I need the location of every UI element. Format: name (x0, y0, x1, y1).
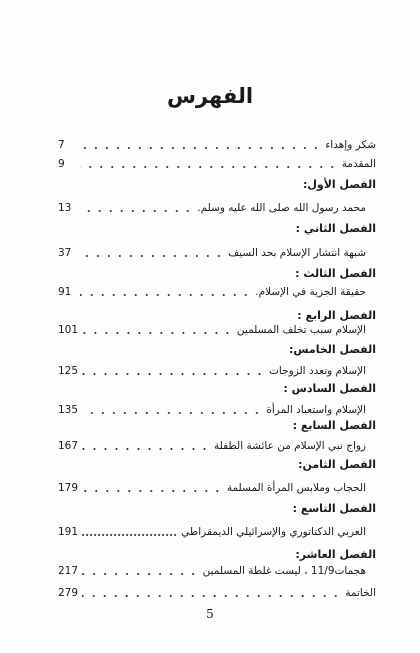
toc-chapter-heading (58, 339, 376, 357)
toc-entry-label: حقيقة الجزية في الإسلام. (255, 286, 366, 298)
toc-entry-label: الخاتمة (345, 587, 376, 599)
dot-leader (82, 534, 177, 536)
toc-entry-page: 179 (58, 482, 79, 494)
toc-chapter-heading (58, 378, 376, 396)
toc-entry (58, 560, 376, 578)
toc-entry-page: 13 (58, 202, 72, 214)
toc-entry (58, 153, 376, 171)
toc-entry-label: زواج نبي الإسلام من عائشة الطفلة (214, 440, 366, 452)
toc-entry-label: المقدمة (341, 158, 376, 170)
toc-entry-label: الإسلام وتعدد الزوجات (269, 365, 366, 377)
toc-entry (58, 281, 376, 299)
dot-leader (80, 255, 224, 257)
dot-leader (82, 490, 223, 492)
toc-entry-label: الحجاب وملابس المرأة المسلمة (226, 482, 366, 494)
toc-entry (58, 435, 376, 453)
toc-entry-label: هجمات11/9 ، ليست غلطة المسلمين (202, 565, 366, 577)
toc-chapter-heading (58, 415, 376, 433)
toc-entry-label: الفصل الثامن: (298, 458, 376, 471)
toc-entry-page: 135 (58, 404, 79, 416)
toc-entry-page: 279 (58, 587, 79, 599)
dot-leader (82, 573, 199, 575)
toc-entry (58, 197, 376, 215)
toc-entry-label: محمد رسول الله صلى الله عليه وسلم. (197, 202, 366, 214)
toc-entry (58, 242, 376, 260)
toc-entry-label: الإسلام واستعباد المرأة (266, 404, 366, 416)
toc-chapter-heading (58, 174, 376, 192)
toc-entry-label: شكر وإهداء (325, 139, 376, 151)
toc-entry (58, 477, 376, 495)
toc-entry-label: الفصل التاسع : (292, 502, 376, 515)
toc-entry-label: الفصل الخامس: (288, 343, 376, 356)
dot-leader (82, 448, 210, 450)
dot-leader (80, 147, 321, 149)
toc-entry (58, 582, 376, 600)
dot-leader (82, 595, 341, 597)
page-number: 5 (206, 607, 214, 621)
toc-entry-label: شبهة انتشار الإسلام بحد السيف (228, 247, 366, 259)
toc-chapter-heading (58, 263, 376, 281)
toc-entry-page: 191 (58, 526, 79, 538)
toc-entry-label: الفصل الأول: (302, 178, 376, 191)
page-title: الفهرس (166, 84, 254, 108)
toc-entry-label: العربي الدكتاتوري والإسرائيلي الديمقراطي (181, 526, 366, 538)
toc-chapter-heading (58, 454, 376, 472)
toc-entry-label: الفصل الثالث : (295, 267, 376, 280)
toc-entry-page: 37 (58, 247, 72, 259)
toc-entry (58, 521, 376, 539)
toc-entry-label: الإسلام سبب تخلف المسلمين (236, 324, 366, 336)
toc-entry-label: الفصل الثاني : (295, 222, 376, 235)
toc-entry (58, 134, 376, 152)
toc-entry (58, 319, 376, 337)
dot-leader (80, 210, 193, 212)
dot-leader (82, 373, 265, 375)
toc-entry-page: 91 (58, 286, 72, 298)
toc-entry-page: 217 (58, 565, 79, 577)
dot-leader (82, 332, 233, 334)
dot-leader (82, 412, 262, 414)
toc-entry-label: الفصل السابع : (292, 419, 376, 432)
toc-entry-label: الفصل السادس : (283, 382, 376, 395)
dot-leader (80, 166, 338, 168)
toc-entry-label: الفصل الرابع : (297, 309, 376, 322)
toc-entry (58, 360, 376, 378)
toc-chapter-heading (58, 498, 376, 516)
toc-entry-label: الفصل العاشر: (295, 548, 376, 561)
toc-entry-page: 7 (58, 139, 65, 151)
toc-entry-page: 101 (58, 324, 79, 336)
toc-entry-page: 125 (58, 365, 79, 377)
dot-leader (80, 294, 251, 296)
toc-chapter-heading (58, 218, 376, 236)
toc-entry-page: 9 (58, 158, 65, 170)
toc-entry-page: 167 (58, 440, 79, 452)
